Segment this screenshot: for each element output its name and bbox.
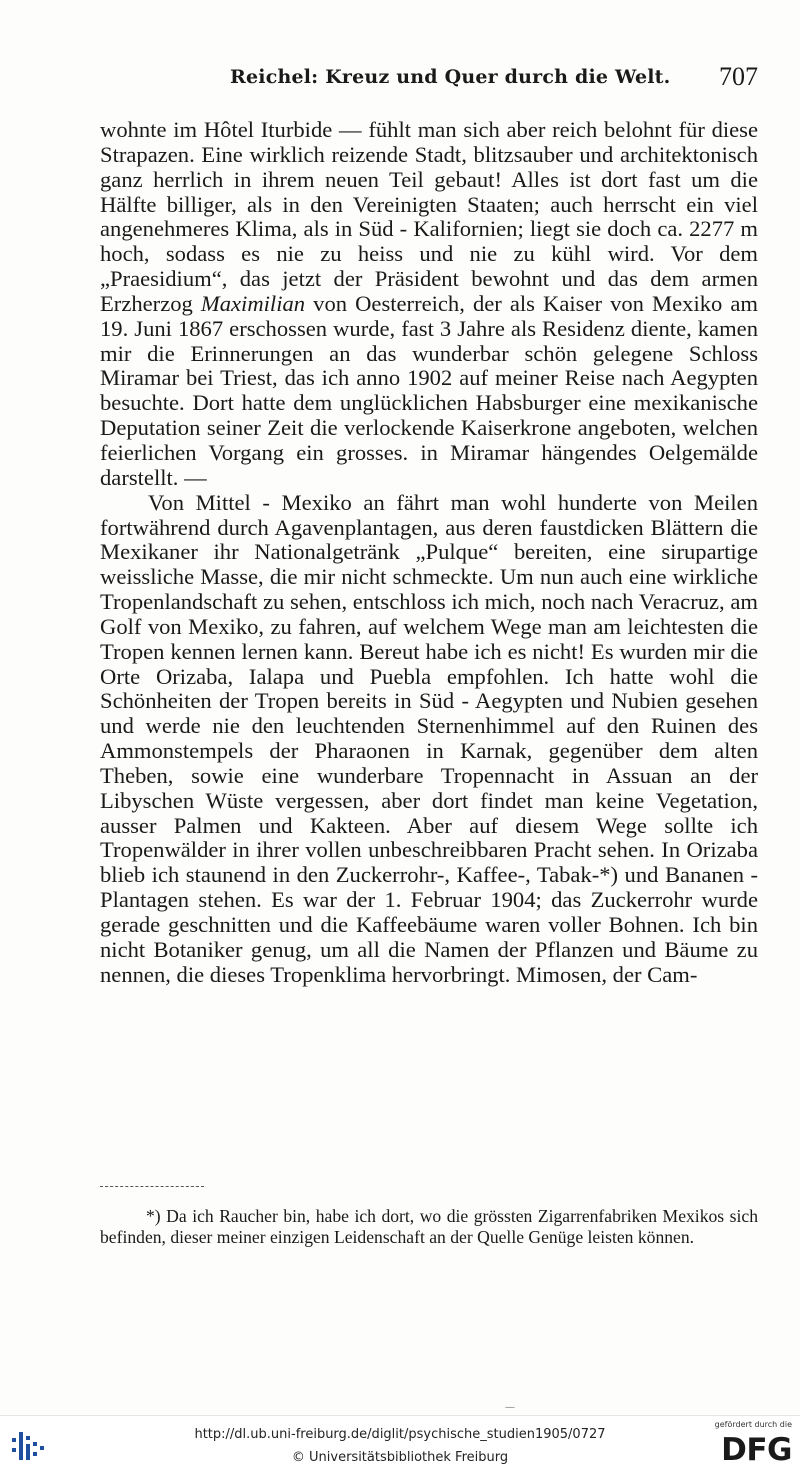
footnote-rule <box>100 1186 204 1187</box>
footnote-text: *) Da ich Raucher bin, habe ich dort, wo die grössten Zigarrenfabriken Mexikos sich befinden, dieser meiner einzigen Leidenschaft an der Quelle Genüge leisten können. <box>100 1206 758 1247</box>
paragraph-1-part-a: wohnte im Hôtel Iturbide — fühlt man sich aber reich belohnt für diese Strapazen. Eine wirklich reizende Stadt, blitzsauber und architektonisch ganz herrlich in ihrem neuen Teil gebaut! Alles ist dort fast um die Hälfte billiger, als in den Vereinigten Staaten; auch herrscht ein viel angenehmeres Klima, als in Süd - Kalifornien; liegt sie doch ca. 2277 m hoch, sodass es nie zu heiss und nie zu kühl wird. Vor dem „Praesidium“, das jetzt der Präsident bewohnt und das dem armen Erzherzog <box>100 117 758 316</box>
dfg-logo <box>706 1420 792 1470</box>
paragraph-2: Von Mittel - Mexiko an fährt man wohl hunderte von Meilen fortwährend durch Agavenplantagen, aus deren faustdicken Blättern die Mexikaner ihr Nationalgetränk „Pulque“ bereiten, eine sirupartige weissliche Masse, die mir nicht schmeckte. Um nun auch eine wirkliche Tropenlandschaft zu sehen, entschloss ich mich, noch nach Veracruz, am Golf von Mexiko, zu fahren, auf welchem Wege man am leichtesten die Tropen kennen lernen kann. Bereut habe ich es nicht! Es wurden mir die Orte Orizaba, Ialapa und Puebla empfohlen. Ich hatte wohl die Schönheiten der Tropen bereits in Süd - Aegypten und Nubien gesehen und werde nie den leuchtenden Sternenhimmel auf den Ruinen des Ammonstempels der Pharaonen in Karnak, gegenüber dem alten Theben, sowie eine wunderbare Tropennacht in Assuan an der Libyschen Wüste vergessen, aber dort findet man keine Vegetation, ausser Palmen und Kakteen. Aber auf diesem Wege sollte ich Tropenwälder in ihrer vollen unbeschreibbaren Pracht sehen. In Orizaba blieb ich staunend in den Zuckerrohr-, Kaffee-, Tabak-*) und Bananen - Plantagen stehen. Es war der 1. Februar 1904; das Zuckerrohr wurde gerade geschnitten und die Kaffeebäume waren voller Bohnen. Ich bin nicht Botaniker genug, um all die Namen der Pflanzen und Bäume zu nennen, die dieses Tropenklima hervorbringt. Mimosen, der Cam- <box>100 489 758 987</box>
running-head <box>100 62 758 96</box>
footnote <box>100 1206 758 1247</box>
page-number: 707 <box>719 62 758 91</box>
source-url-link[interactable]: http://dl.ub.uni-freiburg.de/diglit/psychische_studien1905/0727 <box>194 1427 606 1442</box>
dfg-caption: gefördert durch die <box>714 1420 792 1429</box>
footer-bar <box>0 1415 800 1473</box>
name-maximilian: Maximilian <box>200 290 306 316</box>
running-title: Reichel: Kreuz und Quer durch die Welt. <box>230 66 671 88</box>
paragraph-1-part-b: von Oesterreich, der als Kaiser von Mexiko am 19. Juni 1867 erschossen wurde, fast 3 Jahre als Residenz diente, kamen mir die Erinnerungen an das wunderbar schön gelegene Schloss Miramar bei Triest, das ich anno 1902 auf meiner Reise nach Aegypten besuchte. Dort hatte dem unglücklichen Habsburger eine mexikanische Deputation seiner Zeit die verlockende Kaiserkrone angeboten, welchen feierlichen Vorgang ein grosses. in Miramar hängendes Oelgemälde darstellt. — <box>100 290 758 490</box>
body-text <box>100 118 758 988</box>
dfg-wordmark: DFG <box>721 1432 792 1468</box>
paragraph-1 <box>100 118 758 491</box>
bottom-mark: — <box>505 1402 515 1413</box>
copyright-text: © Universitätsbibliothek Freiburg <box>291 1450 509 1465</box>
